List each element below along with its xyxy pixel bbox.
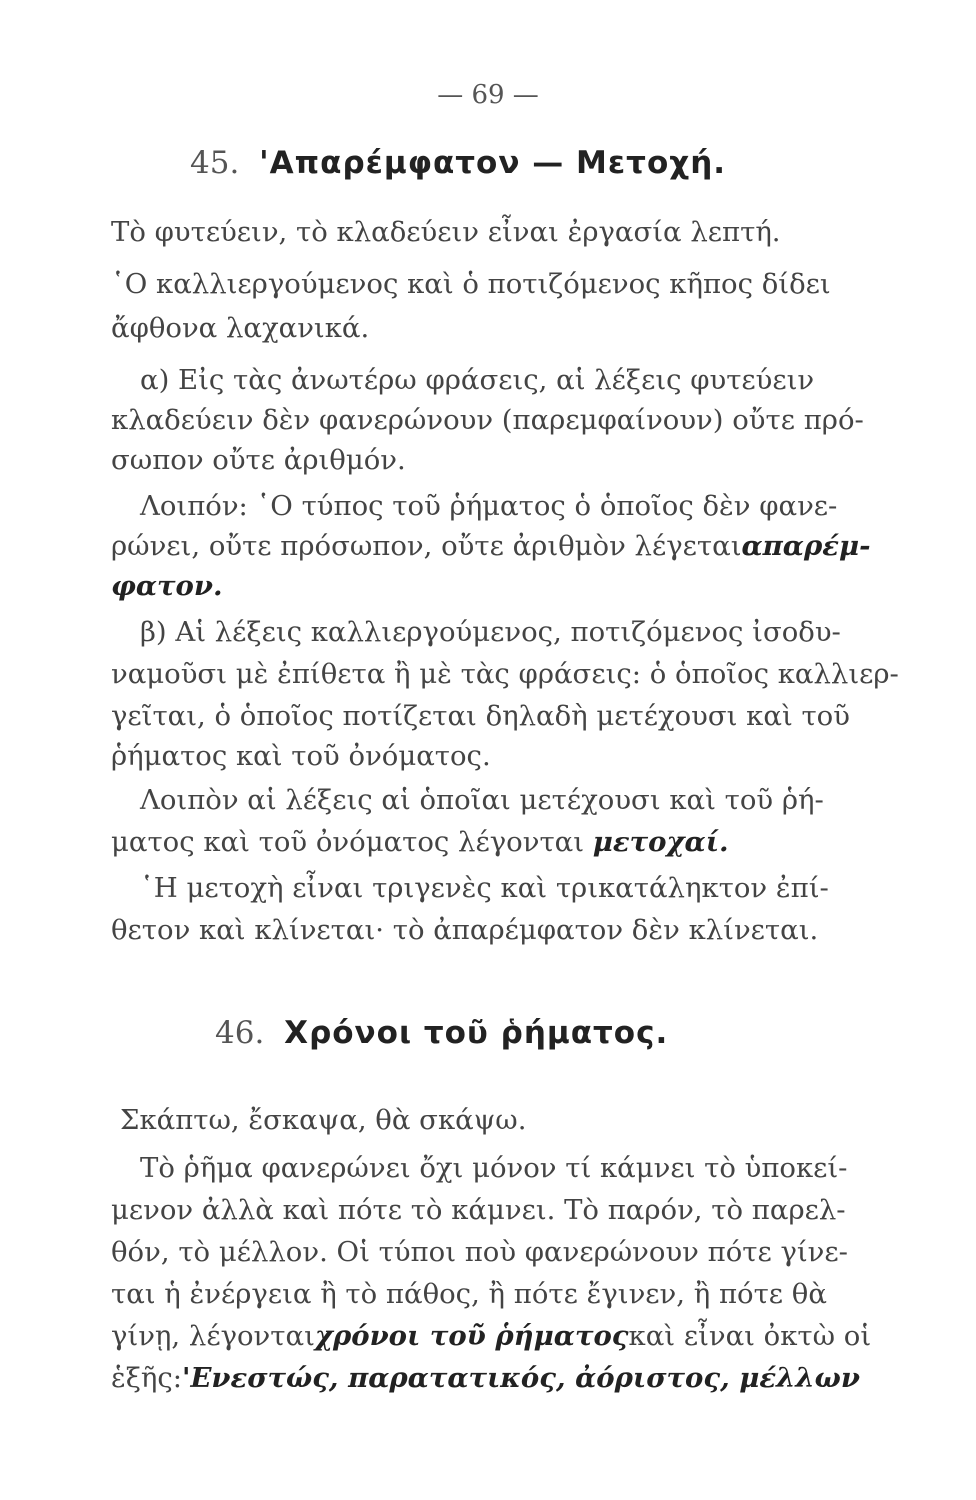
text-line: ἄφθονα λαχανικά. — [111, 312, 370, 344]
text-line: φατον. — [111, 570, 223, 602]
section-45-number: 45. — [190, 145, 240, 181]
text-line: γίνῃ, λέγονται χρόνοι τοῦ ῥήματος καὶ εἶναι ὀκτὼ οἱ — [111, 1316, 825, 1356]
text-line: ματος καὶ τοῦ ὀνόματος λέγονται μετοχαί. — [111, 822, 729, 862]
term-chronoi: χρόνοι τοῦ ῥήματος — [314, 1320, 629, 1352]
text-line: α) Εἰς τὰς ἀνωτέρω φράσεις, αἱ λέξεις φυτεύειν — [140, 364, 815, 396]
text-line: ῥήματος καὶ τοῦ ὀνόματος. — [111, 740, 491, 772]
text-line: ῾Η μετοχὴ εἶναι τριγενὲς καὶ τρικατάληκτον ἐπί- — [140, 872, 829, 904]
text-line: Λοιπὸν αἱ λέξεις αἱ ὁποῖαι μετέχουσι καὶ τοῦ ῥή- — [140, 784, 824, 816]
text-line: ῾Ο καλλιεργούμενος καὶ ὁ ποτιζόμενος κῆπος δίδει — [111, 268, 831, 300]
text-line: ρώνει, οὔτε πρόσωπον, οὔτε ἀριθμὸν λέγεται απαρέμ- — [111, 526, 825, 566]
text-line: θόν, τὸ μέλλον. Οἱ τύποι ποὺ φανερώνουν πότε γίνε- — [111, 1236, 848, 1268]
text-line: θετον καὶ κλίνεται· τὸ ἀπαρέμφατον δὲν κλίνεται. — [111, 914, 819, 946]
text-line: Τὸ φυτεύειν, τὸ κλαδεύειν εἶναι ἐργασία λεπτή. — [111, 216, 781, 248]
section-45-title: 'Απαρέμφατον — Μετοχή. — [259, 145, 727, 181]
text-line: σωπον οὔτε ἀριθμόν. — [111, 444, 406, 476]
section-46-number: 46. — [215, 1015, 265, 1051]
tense-list: 'Ενεστώς, παρατατικός, ἀόριστος, μέλλων — [182, 1362, 860, 1394]
text-line: μενον ἀλλὰ καὶ πότε τὸ κάμνει. Τὸ παρόν, τὸ παρελ- — [111, 1194, 846, 1226]
text-line: Λοιπόν: ῾Ο τύπος τοῦ ῥήματος ὁ ὁποῖος δὲν φανε- — [140, 490, 838, 522]
section-46-heading — [215, 1015, 668, 1051]
text-line: γεῖται, ὁ ὁποῖος ποτίζεται δηλαδὴ μετέχουσι καὶ τοῦ — [111, 700, 850, 732]
term-metochai: μετοχαί. — [592, 826, 729, 858]
section-45-heading — [190, 145, 726, 181]
text-line: κλαδεύειν δὲν φανερώνουν (παρεμφαίνουν) οὔτε πρό- — [111, 404, 864, 436]
section-46-title: Χρόνοι τοῦ ῥήματος. — [284, 1015, 669, 1051]
text-line: ται ἡ ἐνέργεια ἢ τὸ πάθος, ἢ πότε ἔγινεν, ἢ πότε θὰ — [111, 1278, 827, 1310]
term-aparemfaton: απαρέμ- — [741, 530, 871, 562]
text-line: ἑξῆς: 'Ενεστώς, παρατατικός, ἀόριστος, μέλλων — [111, 1358, 825, 1398]
text-line: Σκάπτω, ἔσκαψα, θὰ σκάψω. — [120, 1104, 527, 1136]
page-number: — 69 — — [437, 80, 539, 110]
text-line: β) Αἱ λέξεις καλλιεργούμενος, ποτιζόμενος ἰσοδυ- — [140, 616, 841, 648]
text-line: ναμοῦσι μὲ ἐπίθετα ἢ μὲ τὰς φράσεις: ὁ ὁποῖος καλλιερ- — [111, 658, 899, 690]
text-line: Τὸ ῥῆμα φανερώνει ὄχι μόνον τί κάμνει τὸ ὑποκεί- — [140, 1152, 848, 1184]
